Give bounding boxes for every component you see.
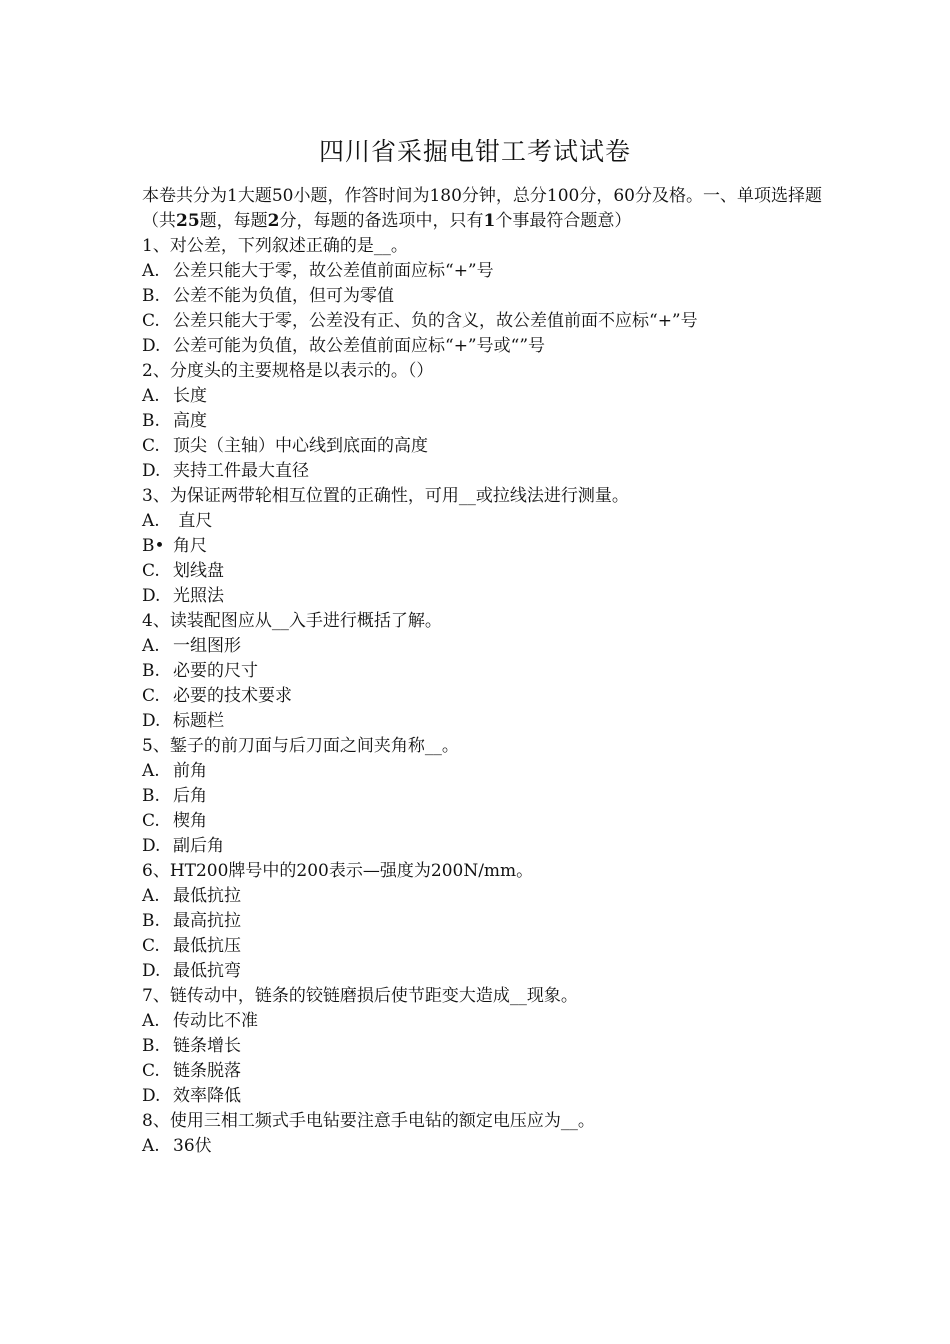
- answer-option: [142, 534, 822, 559]
- option-text: 标题栏: [173, 711, 224, 731]
- question-stem: 7、链传动中，链条的铰链磨损后使节距变大造成__现象。: [142, 986, 578, 1006]
- answer-option: [142, 684, 822, 709]
- answer-option: [142, 1084, 822, 1109]
- option-letter: B.: [142, 286, 160, 306]
- option-text: 副后角: [173, 836, 224, 856]
- option-letter: A.: [142, 886, 160, 906]
- question-stem: 1、对公差，下列叙述正确的是__。: [142, 236, 408, 256]
- option-letter: A.: [142, 1136, 160, 1156]
- option-letter: D.: [142, 711, 161, 731]
- answer-option: [142, 659, 822, 684]
- option-text: 36伏: [173, 1136, 212, 1156]
- option-letter: A.: [142, 511, 160, 531]
- option-text: 一组图形: [173, 636, 241, 656]
- option-letter: D.: [142, 336, 161, 356]
- answer-option: [142, 784, 822, 809]
- answer-option: [142, 884, 822, 909]
- intro-points: 2: [267, 211, 280, 231]
- option-letter: D.: [142, 586, 161, 606]
- exam-content: [142, 184, 822, 1159]
- intro-text-3: 分，每题的备选项中，只有: [279, 211, 484, 231]
- answer-option: [142, 334, 822, 359]
- option-text: 顶尖（主轴）中心线到底面的高度: [173, 436, 428, 456]
- answer-option: [142, 1134, 822, 1159]
- option-text: 长度: [173, 386, 207, 406]
- question-stem: 4、读装配图应从__入手进行概括了解。: [142, 611, 442, 631]
- answer-option: [142, 909, 822, 934]
- answer-option: [142, 1009, 822, 1034]
- option-text: 最低抗弯: [173, 961, 241, 981]
- option-letter: A.: [142, 261, 160, 281]
- answer-option: [142, 559, 822, 584]
- answer-option: [142, 409, 822, 434]
- answer-option: [142, 309, 822, 334]
- option-letter: B.: [142, 911, 160, 931]
- answer-option: [142, 934, 822, 959]
- option-letter: C.: [142, 936, 160, 956]
- intro-text-1: 本卷共分为1大题50小题，作答时间为180分钟，总分100分，60分及格。一、单项选择题（共: [142, 186, 822, 231]
- question-stem: 8、使用三相工频式手电钻要注意手电钻的额定电压应为__。: [142, 1111, 595, 1131]
- option-letter: D.: [142, 461, 161, 481]
- intro-text-2: 题，每题: [199, 211, 268, 231]
- answer-option: [142, 584, 822, 609]
- option-letter: D.: [142, 836, 161, 856]
- intro-question-count: 25: [176, 211, 200, 231]
- option-text: 前角: [173, 761, 207, 781]
- answer-option: [142, 509, 822, 534]
- answer-option: [142, 759, 822, 784]
- answer-option: [142, 434, 822, 459]
- option-text: 公差只能大于零，故公差值前面应标“+”号: [173, 261, 494, 281]
- answer-option: [142, 809, 822, 834]
- option-text: 直尺: [173, 511, 213, 531]
- exam-intro: [142, 184, 822, 234]
- page-title: 四川省采掘电钳工考试试卷: [318, 137, 631, 166]
- answer-option: [142, 634, 822, 659]
- answer-option: [142, 384, 822, 409]
- question-stem: 3、为保证两带轮相互位置的正确性，可用__或拉线法进行测量。: [142, 486, 629, 506]
- option-letter: D.: [142, 1086, 161, 1106]
- option-letter: A.: [142, 761, 160, 781]
- option-letter: A.: [142, 386, 160, 406]
- option-letter: C.: [142, 1061, 160, 1081]
- answer-option: [142, 459, 822, 484]
- option-letter: B.: [142, 786, 160, 806]
- option-text: 最低抗拉: [173, 886, 241, 906]
- question-stem: 2、分度头的主要规格是以表示的。（）: [142, 361, 434, 381]
- option-text: 高度: [173, 411, 207, 431]
- option-letter: B•: [142, 536, 165, 556]
- option-text: 公差可能为负值，故公差值前面应标“+”号或“”号: [173, 336, 546, 356]
- option-text: 最低抗压: [173, 936, 241, 956]
- option-letter: D.: [142, 961, 161, 981]
- question-list: [142, 234, 822, 1159]
- question-stem: 6、HT200牌号中的200表示—强度为200N/mm。: [142, 861, 534, 881]
- option-letter: B.: [142, 661, 160, 681]
- option-letter: C.: [142, 436, 160, 456]
- option-text: 必要的技术要求: [173, 686, 292, 706]
- option-letter: C.: [142, 561, 160, 581]
- option-letter: A.: [142, 636, 160, 656]
- option-letter: B.: [142, 411, 160, 431]
- option-letter: A.: [142, 1011, 160, 1031]
- option-text: 光照法: [173, 586, 224, 606]
- option-text: 最高抗拉: [173, 911, 241, 931]
- option-text: 公差不能为负值，但可为零值: [173, 286, 394, 306]
- option-text: 传动比不准: [173, 1011, 258, 1031]
- intro-one: 1: [483, 211, 496, 231]
- option-letter: C.: [142, 686, 160, 706]
- question-stem: 5、錾子的前刀面与后刀面之间夹角称__。: [142, 736, 459, 756]
- answer-option: [142, 259, 822, 284]
- option-text: 后角: [173, 786, 207, 806]
- answer-option: [142, 834, 822, 859]
- option-text: 公差只能大于零，公差没有正、负的含义，故公差值前面不应标“+”号: [173, 311, 698, 331]
- option-letter: C.: [142, 811, 160, 831]
- option-letter: B.: [142, 1036, 160, 1056]
- answer-option: [142, 284, 822, 309]
- answer-option: [142, 1034, 822, 1059]
- option-text: 链条脱落: [173, 1061, 241, 1081]
- answer-option: [142, 959, 822, 984]
- option-text: 划线盘: [173, 561, 224, 581]
- answer-option: [142, 709, 822, 734]
- option-text: 链条增长: [173, 1036, 241, 1056]
- option-text: 夹持工件最大直径: [173, 461, 309, 481]
- option-text: 必要的尺寸: [173, 661, 258, 681]
- option-text: 楔角: [173, 811, 207, 831]
- option-text: 效率降低: [173, 1086, 241, 1106]
- answer-option: [142, 1059, 822, 1084]
- option-text: 角尺: [173, 536, 207, 556]
- intro-text-4: 个事最符合题意）: [495, 211, 632, 231]
- option-letter: C.: [142, 311, 160, 331]
